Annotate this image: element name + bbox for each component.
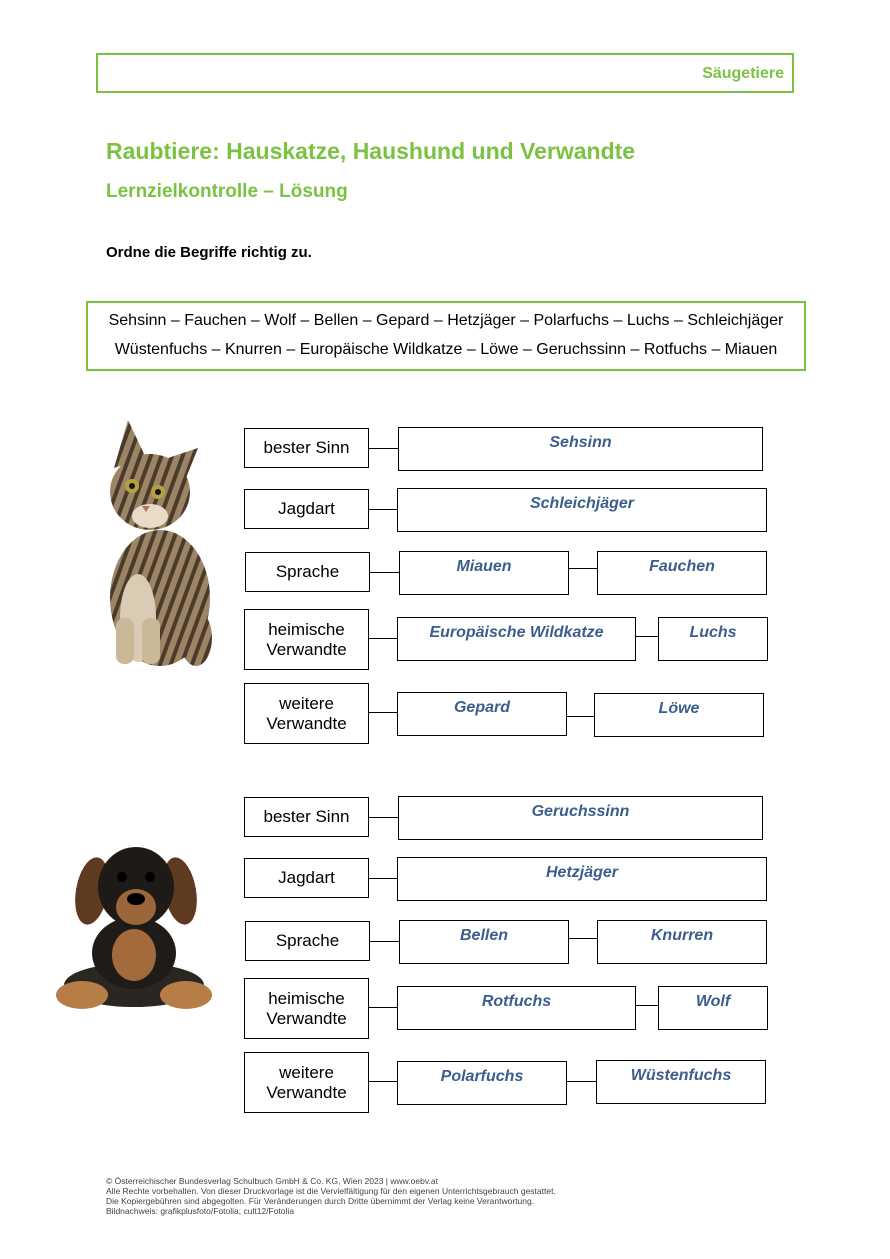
footer-copyright: © Österreichischer Bundesverlag Schulbuch GmbH & Co. KG, Wien 2023 | www.oebv.at — [106, 1176, 438, 1186]
dog-label-sense: bester Sinn — [244, 797, 369, 837]
dog-answer-native-relatives-1: Rotfuchs — [397, 986, 636, 1030]
connector-line — [369, 941, 399, 942]
connector-line — [368, 878, 397, 879]
terms-line-2: Wüstenfuchs – Knurren – Europäische Wildkatze – Löwe – Geruchssinn – Rotfuchs – Miauen — [114, 341, 778, 358]
dog-answer-hunt: Hetzjäger — [397, 857, 767, 901]
header-box — [96, 53, 794, 93]
terms-box — [86, 301, 806, 371]
connector-line — [368, 638, 397, 639]
connector-line — [567, 716, 594, 717]
cat-answer-native-relatives-2: Luchs — [658, 617, 768, 661]
cat-answer-language-1: Miauen — [399, 551, 569, 595]
dog-answer-other-relatives-1: Polarfuchs — [397, 1061, 567, 1105]
cat-answer-sense: Sehsinn — [398, 427, 763, 471]
dog-answer-other-relatives-2: Wüstenfuchs — [596, 1060, 766, 1104]
page-subtitle: Lernzielkontrolle – Lösung — [106, 181, 348, 202]
cat-answer-other-relatives-2: Löwe — [594, 693, 764, 737]
dog-label-language: Sprache — [245, 921, 370, 961]
cat-label-sense: bester Sinn — [244, 428, 369, 468]
cat-label-hunt: Jagdart — [244, 489, 369, 529]
connector-line — [569, 568, 597, 569]
dog-label-native-relatives: heimische Verwandte — [244, 978, 369, 1039]
connector-line — [569, 938, 597, 939]
connector-line — [369, 572, 399, 573]
cat-label-language: Sprache — [245, 552, 370, 592]
footer-image-credits: Bildnachweis: grafikplusfoto/Fotolia; cult12/Fotolia — [106, 1206, 295, 1216]
category-label: Säugetiere — [702, 65, 784, 82]
connector-line — [368, 712, 397, 713]
dog-answer-language-1: Bellen — [399, 920, 569, 964]
dog-answer-sense: Geruchssinn — [398, 796, 763, 840]
page-title: Raubtiere: Hauskatze, Haushund und Verwandte — [106, 138, 636, 164]
cat-label-native-relatives: heimische Verwandte — [244, 609, 369, 670]
dog-label-hunt: Jagdart — [244, 858, 369, 898]
connector-line — [636, 1005, 658, 1006]
footer-rights: Alle Rechte vorbehalten. Von dieser Druckvorlage ist die Vervielfältigung für den eigenen Unterrichtsgebrauch gestattet. — [106, 1186, 556, 1196]
dog-image — [52, 835, 212, 1015]
instruction: Ordne die Begriffe richtig zu. — [106, 244, 312, 261]
cat-answer-hunt: Schleichjäger — [397, 488, 767, 532]
footer — [106, 1176, 556, 1216]
connector-line — [368, 817, 398, 818]
terms-line-1: Sehsinn – Fauchen – Wolf – Bellen – Gepard – Hetzjäger – Polarfuchs – Luchs – Schleichjäger — [108, 312, 784, 329]
cat-answer-native-relatives-1: Europäische Wildkatze — [397, 617, 636, 661]
cat-label-other-relatives: weitere Verwandte — [244, 683, 369, 744]
footer-fees: Die Kopiergebühren sind abgegolten. Für Veränderungen durch Dritte übernimmt der Verlag keine Verantwortung. — [106, 1196, 535, 1206]
dog-answer-language-2: Knurren — [597, 920, 767, 964]
cat-answer-language-2: Fauchen — [597, 551, 767, 595]
connector-line — [567, 1081, 596, 1082]
connector-line — [368, 448, 398, 449]
dog-label-other-relatives: weitere Verwandte — [244, 1052, 369, 1113]
cat-image — [88, 418, 218, 670]
connector-line — [368, 509, 397, 510]
cat-answer-other-relatives-1: Gepard — [397, 692, 567, 736]
connector-line — [368, 1081, 397, 1082]
dog-answer-native-relatives-2: Wolf — [658, 986, 768, 1030]
connector-line — [636, 636, 658, 637]
connector-line — [368, 1007, 397, 1008]
